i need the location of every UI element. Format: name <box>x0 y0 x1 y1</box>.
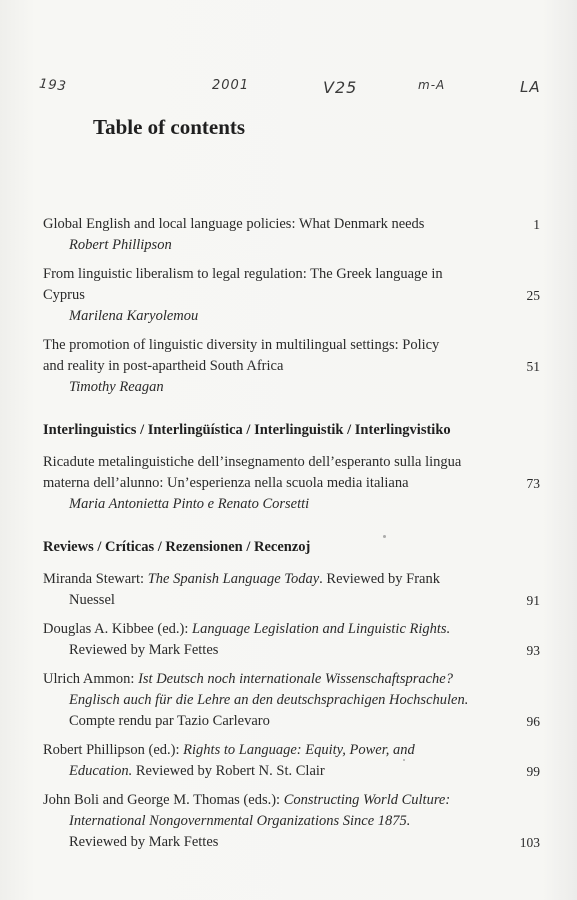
review-reviewer: Reviewed by Mark Fettes <box>69 642 219 658</box>
entry-page-number: 96 <box>526 714 540 729</box>
entry-author: Marilena Karyolemou <box>69 308 199 324</box>
entry-page-number: 25 <box>526 288 540 303</box>
page-title: Table of contents <box>93 115 246 139</box>
review-book-title: Constructing World Culture: <box>283 792 451 808</box>
review-line <box>43 669 500 690</box>
review-author: Ulrich Ammon: <box>43 671 139 687</box>
entry-title-line: The promotion of linguistic diversity in multilingual settings: Policy <box>43 337 440 353</box>
entry-title-line: Ricadute metalinguistiche dell’insegnamento dell’esperanto sulla lingua <box>43 454 462 470</box>
toc-entry <box>43 335 540 398</box>
review-reviewer: Reviewed by Robert N. St. Clair <box>132 763 325 779</box>
review-line <box>43 569 500 590</box>
table-of-contents <box>43 214 540 853</box>
review-author: John Boli and George M. Thomas (eds.): <box>43 792 284 808</box>
handwritten-note-1: 193 <box>38 76 68 95</box>
entry-title-line: Cyprus <box>43 287 85 303</box>
handwritten-note-5: LA <box>520 78 541 96</box>
review-author: Miranda Stewart: <box>43 571 148 587</box>
section-heading-interlinguistics: Interlinguistics / Interlingüística / Interlinguistik / Interlingvistiko <box>43 422 451 438</box>
review-line <box>43 761 500 782</box>
entry-title-line: Global English and local language policies: What Denmark needs <box>43 216 425 232</box>
review-entry <box>43 619 540 661</box>
review-reviewer: . Reviewed by Frank <box>319 571 440 587</box>
review-reviewer: Compte rendu par Tazio Carlevaro <box>69 713 270 729</box>
paper-speck <box>383 535 386 538</box>
handwritten-note-4: m-A <box>418 78 446 92</box>
section-heading-reviews: Reviews / Críticas / Rezensionen / Recenzoj <box>43 539 311 555</box>
review-book-title: Education. <box>69 763 133 779</box>
review-line <box>43 790 500 811</box>
entry-page-number: 91 <box>526 593 540 608</box>
toc-entry <box>43 214 540 256</box>
entry-author: Maria Antonietta Pinto e Renato Corsetti <box>69 496 310 512</box>
review-book-title: Englisch auch für die Lehre an den deutschsprachigen Hochschulen. <box>69 692 469 708</box>
review-author: Robert Phillipson (ed.): <box>43 742 184 758</box>
entry-page-number: 103 <box>519 835 540 850</box>
review-book-title: International Nongovernmental Organizations Since 1875. <box>69 813 411 829</box>
review-reviewer: Reviewed by Mark Fettes <box>69 834 219 850</box>
review-book-title: The Spanish Language Today <box>147 571 320 587</box>
review-book-title: Language Legislation and Linguistic Rights. <box>192 621 451 637</box>
entry-page-number: 73 <box>526 476 540 491</box>
review-line <box>43 740 500 761</box>
review-entry <box>43 790 540 853</box>
review-line <box>43 690 500 711</box>
entry-title-line: From linguistic liberalism to legal regulation: The Greek language in <box>43 266 443 282</box>
entry-author: Timothy Reagan <box>69 379 164 395</box>
toc-entry <box>43 264 540 327</box>
entry-author: Robert Phillipson <box>69 237 172 253</box>
handwritten-note-3: V25 <box>323 78 358 97</box>
review-entry <box>43 569 540 611</box>
toc-entry <box>43 452 540 515</box>
handwritten-note-2: 2001 <box>212 78 250 93</box>
review-entry <box>43 669 540 732</box>
handwritten-notes <box>0 78 577 108</box>
review-book-title: Rights to Language: Equity, Power, and <box>183 742 415 758</box>
entry-page-number: 1 <box>533 217 540 232</box>
review-entry <box>43 740 540 782</box>
review-continuation: Nuessel <box>69 592 115 608</box>
review-author: Douglas A. Kibbee (ed.): <box>43 621 192 637</box>
entry-title-line: materna dell’alunno: Un’esperienza nella scuola media italiana <box>43 475 409 491</box>
paper-speck <box>403 759 405 761</box>
entry-page-number: 51 <box>526 359 540 374</box>
entry-page-number: 93 <box>526 643 540 658</box>
entry-page-number: 99 <box>526 764 540 779</box>
review-line <box>43 619 500 640</box>
review-book-title: Ist Deutsch noch internationale Wissenschaftsprache? <box>138 671 453 687</box>
review-line <box>43 811 500 832</box>
entry-title-line: and reality in post-apartheid South Africa <box>43 358 284 374</box>
